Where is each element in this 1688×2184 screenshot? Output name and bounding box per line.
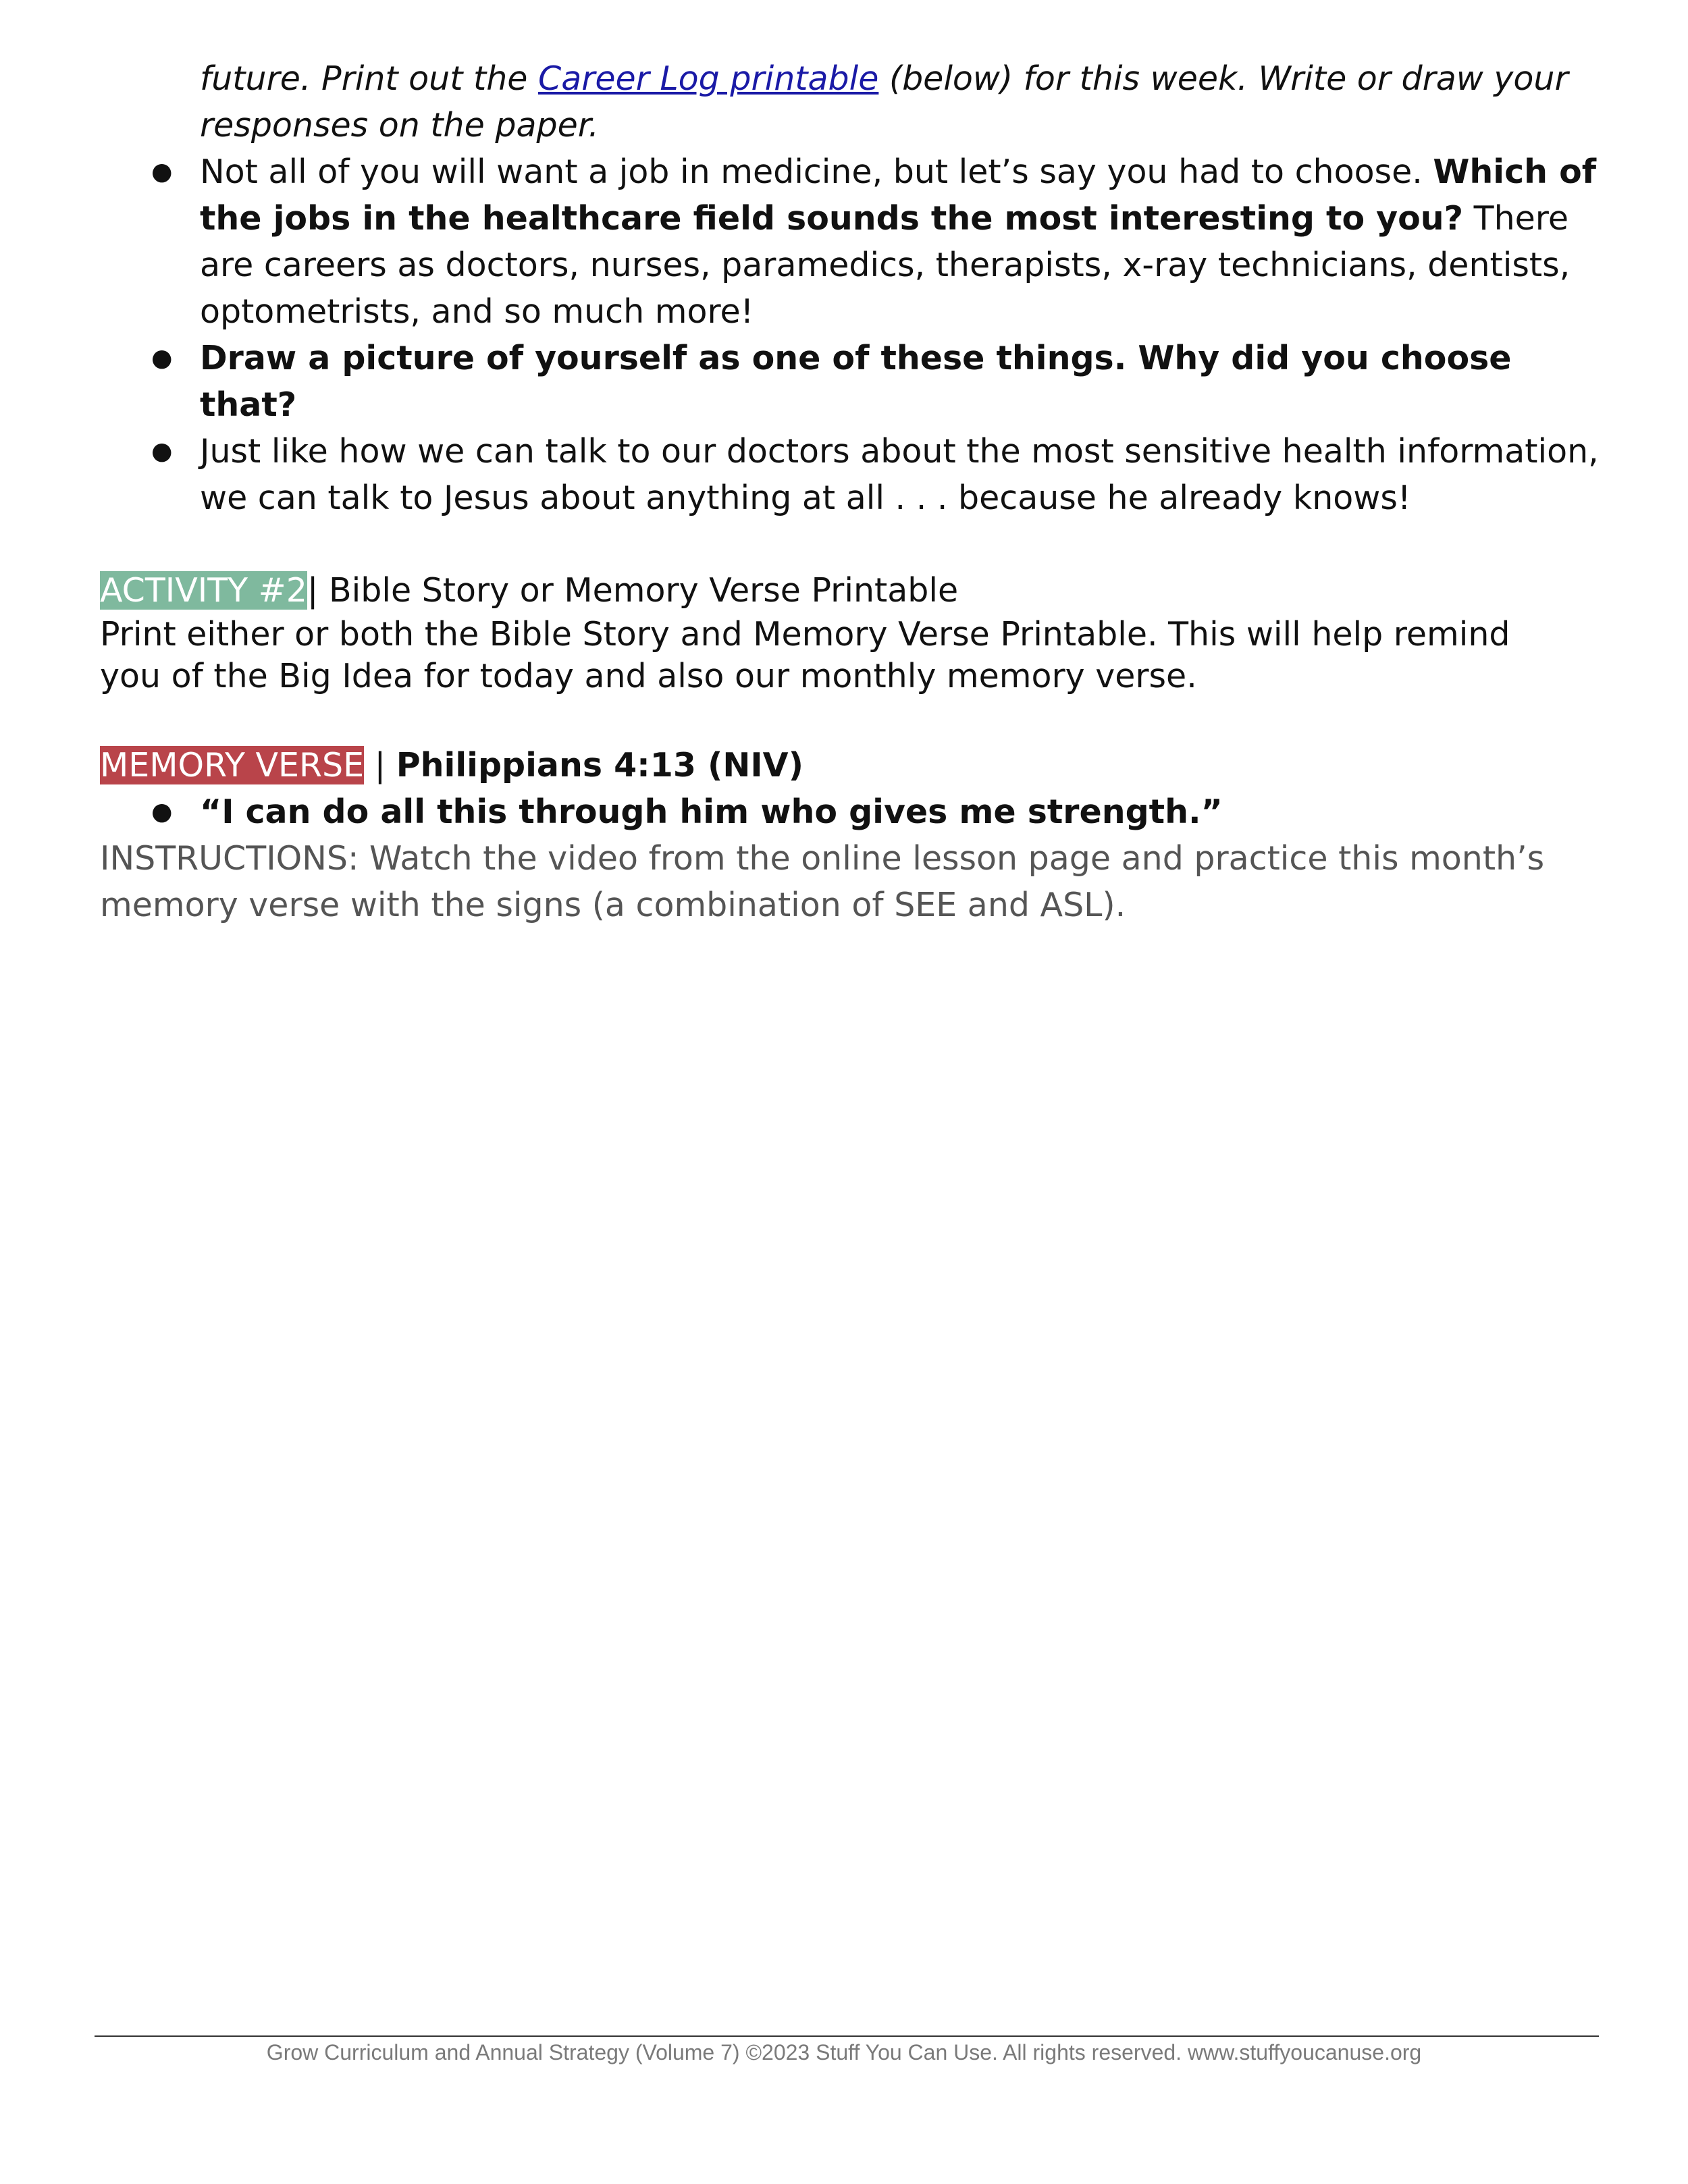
heading-separator: | — [307, 571, 329, 610]
activity-2-tag: ACTIVITY #2 — [100, 571, 307, 610]
footer-copyright: Grow Curriculum and Annual Strategy (Volume 7) ©2023 Stuff You Can Use. All rights reserved. www.stuffyoucanuse.org — [266, 2040, 1422, 2065]
bullet-bold-text: Which of the jobs in the healthcare field sounds the most interesting to you? — [200, 153, 1597, 238]
bullet-bold-text: Draw a picture of yourself as one of these things. Why did you choose that? — [200, 339, 1512, 424]
bullet-text: Just like how we can talk to our doctors about the most sensitive health information, we can talk to Jesus about anything at all . . . because he already knows! — [200, 432, 1599, 517]
bullet-list — [100, 149, 1599, 521]
list-item — [100, 789, 1604, 835]
verse-list — [100, 789, 1599, 835]
heading-separator: | — [364, 746, 396, 784]
list-item — [100, 149, 1604, 335]
verse-text: “I can do all this through him who gives me strength.” — [200, 793, 1223, 831]
page-content — [100, 55, 1599, 928]
bullet-text: There are careers as doctors, nurses, paramedics, therapists, x-ray technicians, dentists, optometrists, and so much more! — [200, 199, 1571, 331]
bullet-icon: ● — [151, 798, 173, 826]
list-item — [100, 428, 1604, 521]
activity-2-title: Bible Story or Memory Verse Printable — [329, 571, 959, 610]
intro-text-before: future. Print out the — [200, 59, 538, 98]
memory-verse-section — [100, 742, 1599, 928]
verse-instructions: INSTRUCTIONS: Watch the video from the online lesson page and practice this month’s memory verse with the signs (a combination of SEE and ASL). — [100, 839, 1545, 924]
list-item — [100, 335, 1604, 428]
footer-divider — [95, 2035, 1599, 2037]
career-log-link[interactable]: Career Log printable — [537, 59, 879, 98]
memory-verse-tag: MEMORY VERSE — [100, 746, 365, 784]
bullet-icon: ● — [151, 344, 173, 372]
intro-text-after: (below) for this week. Write or draw your responses on the paper. — [200, 59, 1568, 144]
activity-2-section — [100, 567, 1599, 697]
memory-verse-heading — [100, 742, 1599, 789]
verse-reference: Philippians 4:13 (NIV) — [396, 746, 803, 784]
bullet-icon: ● — [151, 158, 173, 186]
bullet-icon: ● — [151, 437, 173, 465]
activity-2-body: Print either or both the Bible Story and Memory Verse Printable. This will help remind you of the Big Idea for today and also our monthly memory verse. — [100, 615, 1510, 695]
intro-paragraph — [200, 55, 1591, 149]
bullet-text: Not all of you will want a job in medicine, but let’s say you had to choose. — [200, 153, 1433, 191]
activity-2-heading — [100, 567, 1599, 614]
